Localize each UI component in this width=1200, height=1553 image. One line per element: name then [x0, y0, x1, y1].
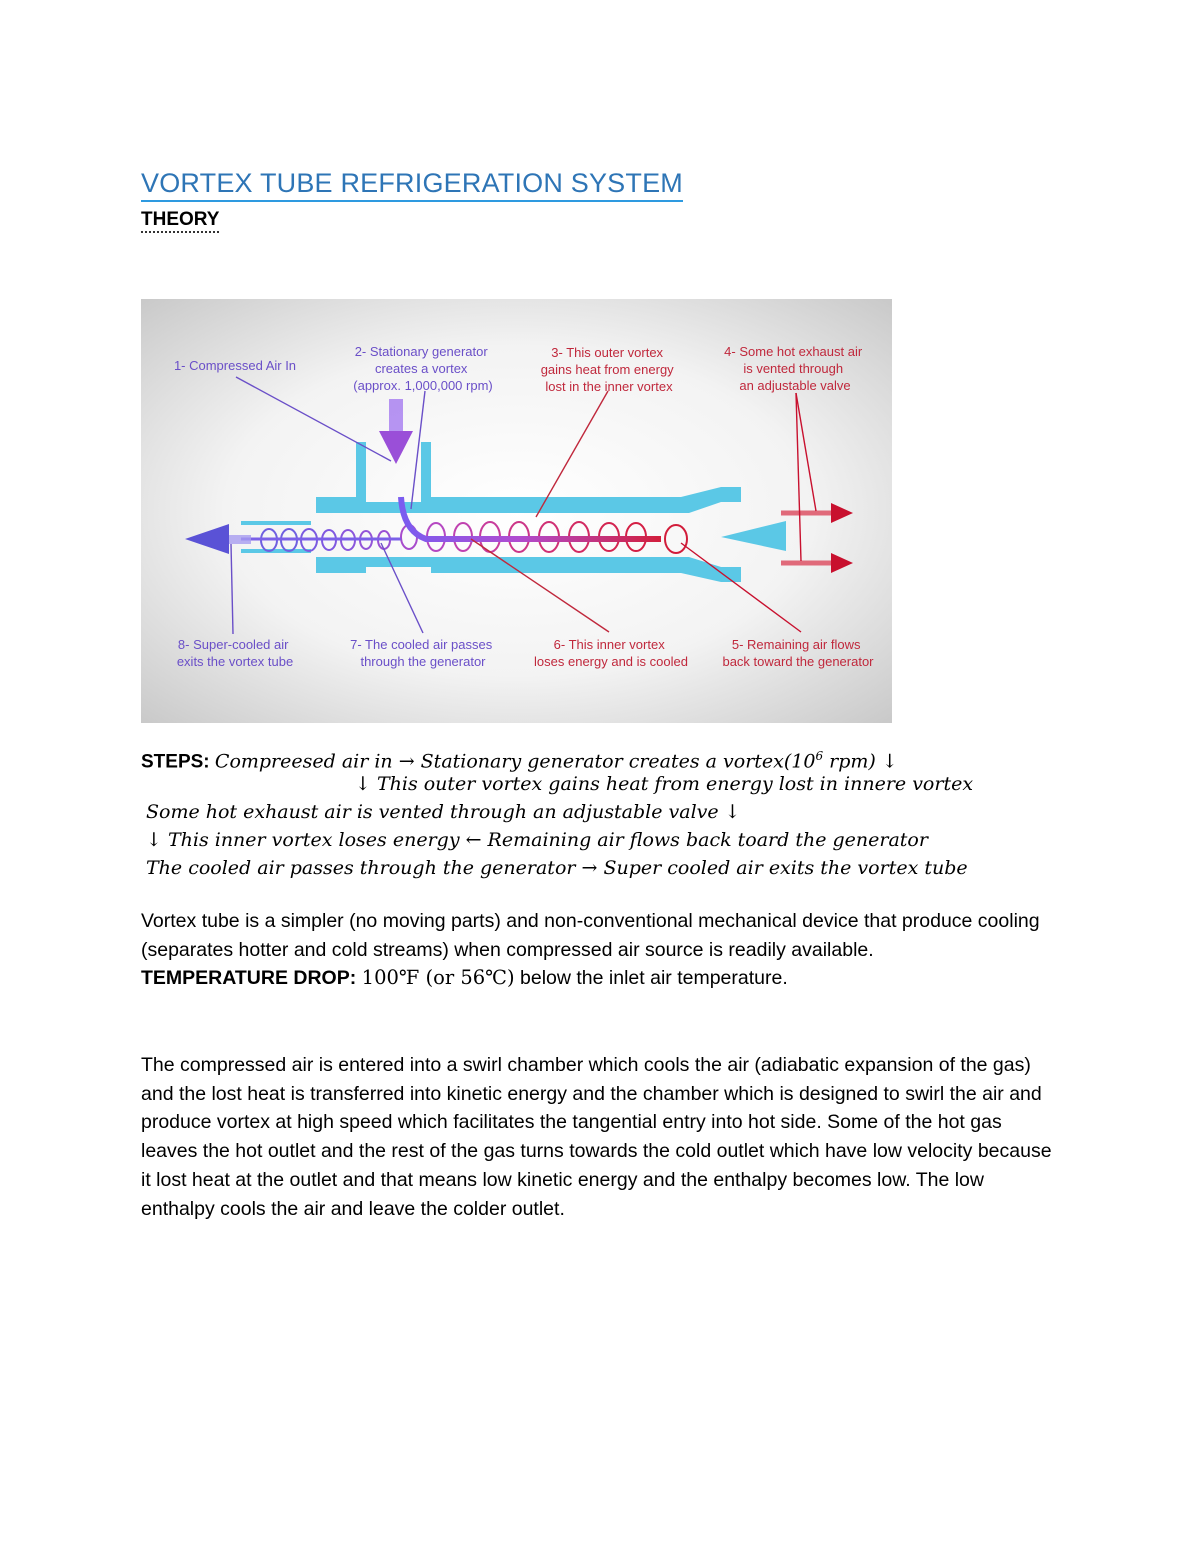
label-compressed-air-in: 1- Compressed Air In	[173, 358, 297, 373]
label-hot-exhaust: 4- Some hot exhaust air is vented through an adjustable valve	[724, 344, 863, 393]
page-title: VORTEX TUBE REFRIGERATION SYSTEM	[141, 168, 683, 202]
steps-line-4: ↓ This inner vortex loses energy ← Remaining air flows back toard the generator	[146, 829, 928, 851]
steps-exponent: 6	[815, 749, 824, 763]
label-super-cooled-air: 8- Super-cooled air exits the vortex tube	[176, 637, 294, 669]
steps-line-3: Some hot exhaust air is vented through an adjustable valve ↓	[146, 801, 741, 823]
hot-outlet-arrows	[781, 503, 853, 573]
intro-text: Vortex tube is a simpler (no moving parts) and non-conventional mechanical device that produce cooling (separates hotter and cold streams) when compressed air source is readily available.	[141, 910, 1040, 961]
inlet-arrow	[379, 399, 413, 464]
steps-line-5: The cooled air passes through the generator → Super cooled air exits the vortex tube	[146, 857, 968, 879]
steps-line-2: ↓ This outer vortex gains heat from energy lost in innere vortex	[355, 773, 974, 795]
body-paragraph: The compressed air is entered into a swirl chamber which cools the air (adiabatic expansion of the gas) and the lost heat is transferred into kinetic energy and the chamber which is designed to swirl the air and produce vortex at high speed which facilitates the tangential entry into hot side. Some of the hot gas leaves the hot outlet and the rest of the gas turns towards the cold outlet which have low velocity because it lost heat at the outlet and that means low kinetic energy and the enthalpy becomes low. The low enthalpy cools the air and leave the colder outlet.	[141, 1054, 1052, 1220]
intro-paragraph	[141, 907, 1061, 993]
label-cooled-air: 7- The cooled air passes through the generator	[350, 637, 493, 669]
steps-key: STEPS:	[141, 751, 210, 773]
vortex-tube-diagram	[141, 299, 892, 723]
label-stationary-generator: 2- Stationary generator creates a vortex (approx. 1,000,000 rpm)	[353, 344, 493, 393]
temperature-drop-key: TEMPERATURE DROP:	[141, 967, 357, 990]
label-inner-vortex: 6- This inner vortex loses energy and is cooled	[534, 637, 688, 669]
steps-line-1-end: rpm) ↓	[823, 750, 898, 773]
vortex-tube-svg	[141, 299, 892, 723]
steps-line-1-text: Compreesed air in → Stationary generator creates a vortex(10	[214, 750, 816, 773]
label-remaining-air: 5- Remaining air flows back toward the generator	[722, 637, 874, 669]
temperature-drop-rest: below the inlet air temperature.	[514, 967, 788, 990]
temperature-drop-line	[141, 964, 1061, 993]
label-outer-vortex: 3- This outer vortex gains heat from energy lost in the inner vortex	[540, 345, 674, 394]
section-heading-theory: THEORY	[141, 209, 219, 233]
temperature-drop-value: 100℉ (or 56℃)	[361, 966, 515, 990]
